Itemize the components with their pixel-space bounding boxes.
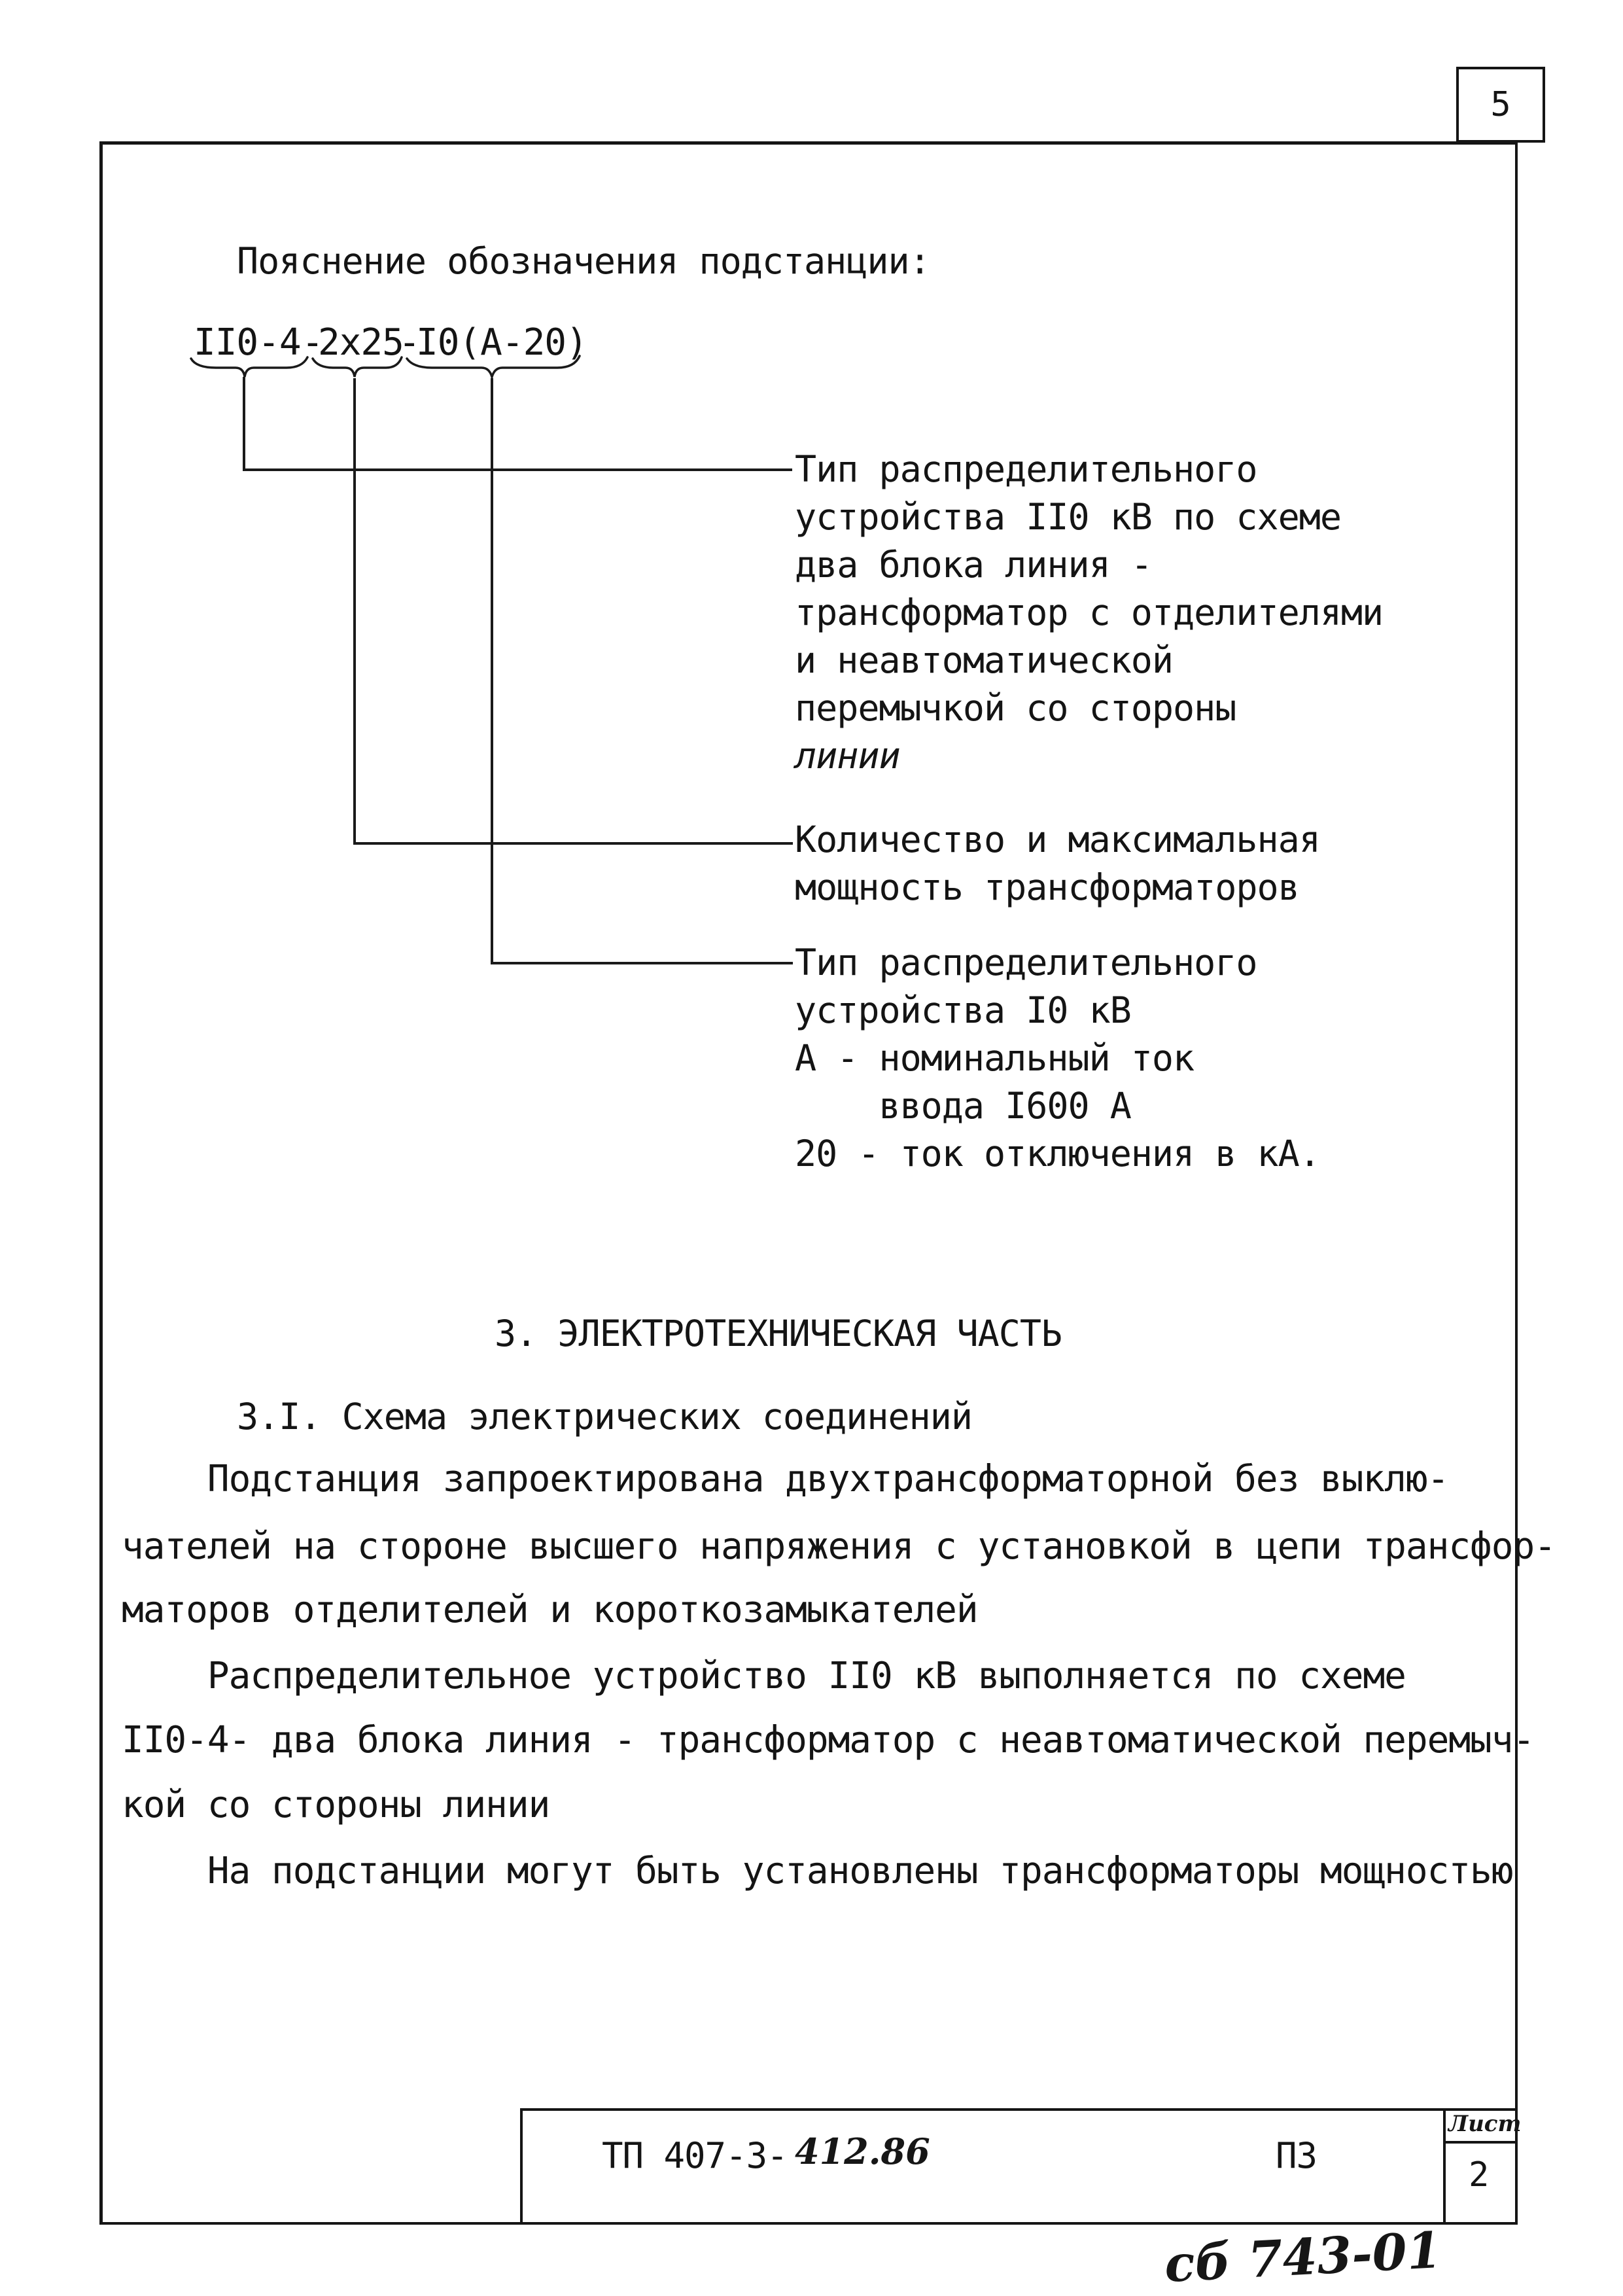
code-separator-2: - bbox=[398, 321, 420, 364]
body-line: кой со стороны линии bbox=[122, 1784, 550, 1826]
section-title: 3. ЭЛЕКТРОТЕХНИЧЕСКАЯ ЧАСТЬ bbox=[495, 1313, 1062, 1354]
legend-item-line: Тип распределительного bbox=[795, 942, 1257, 983]
sheet-number: 2 bbox=[1469, 2155, 1489, 2195]
legend-item-line: устройства II0 кВ по схеме bbox=[795, 496, 1341, 538]
body-line: Подстанция запроектирована двухтрансформаторной без выклю- bbox=[122, 1458, 1449, 1500]
legend-item-line: и неавтоматической bbox=[795, 639, 1174, 681]
body-line: Распределительное устройство II0 кВ выполняется по схеме bbox=[122, 1655, 1406, 1697]
legend-item-line: трансформатор с отделителями bbox=[795, 592, 1384, 633]
leader-3-vertical bbox=[491, 378, 493, 964]
legend-item-line: ввода I600 А bbox=[795, 1085, 1131, 1127]
sheet-label: Лист bbox=[1448, 2111, 1522, 2137]
brace-switchgear bbox=[407, 356, 580, 377]
body-line: На подстанции могут быть установлены трансформаторы мощностью bbox=[122, 1850, 1513, 1892]
leader-2-vertical bbox=[353, 378, 356, 844]
leader-3-horizontal bbox=[491, 962, 793, 964]
brace-transformers bbox=[313, 357, 402, 377]
code-part-switchgear: I0(A-20) bbox=[416, 321, 587, 364]
legend-heading: Пояснение обозначения подстанции: bbox=[237, 240, 930, 282]
legend-item-line: линии bbox=[795, 735, 900, 777]
doc-code-handwritten: 412.86 bbox=[795, 2130, 930, 2172]
archive-mark: сб 743-01 bbox=[1162, 2220, 1443, 2294]
legend-item-line: Количество и максимальная bbox=[795, 819, 1320, 860]
body-line: II0-4- два блока линия - трансформатор с неавтоматической перемыч- bbox=[122, 1719, 1535, 1761]
body-line: чателей на стороне высшего напряжения с установкой в цепи трансфор- bbox=[122, 1525, 1556, 1568]
legend-item-line: перемычкой со стороны bbox=[795, 687, 1236, 729]
sheet-cell-divider bbox=[1443, 2141, 1518, 2144]
body-line: маторов отделителей и короткозамыкателей bbox=[122, 1589, 978, 1631]
legend-item-line: A - номинальный ток bbox=[795, 1037, 1195, 1079]
leader-1-horizontal bbox=[243, 468, 792, 471]
leader-2-horizontal bbox=[353, 842, 793, 845]
page-number: 5 bbox=[1490, 85, 1511, 124]
brace-voltage bbox=[191, 357, 307, 377]
legend-item-line: мощность трансформаторов bbox=[795, 866, 1299, 908]
legend-item-line: Тип распределительного bbox=[795, 448, 1257, 490]
doc-code: ТП 407-3- bbox=[602, 2135, 788, 2176]
subsection-title: 3.I. Схема электрических соединений bbox=[237, 1396, 972, 1438]
legend-item-line: 20 - ток отключения в кА. bbox=[795, 1133, 1320, 1174]
code-separator-1: - bbox=[302, 321, 323, 364]
code-part-transformers: 2x25 bbox=[318, 321, 404, 364]
leader-1-vertical bbox=[243, 377, 245, 470]
doc-type: ПЗ bbox=[1276, 2135, 1318, 2176]
code-part-voltage: II0-4 bbox=[194, 321, 301, 364]
legend-item-line: два блока линия - bbox=[795, 544, 1152, 586]
legend-item-line: устройства I0 кВ bbox=[795, 989, 1131, 1031]
